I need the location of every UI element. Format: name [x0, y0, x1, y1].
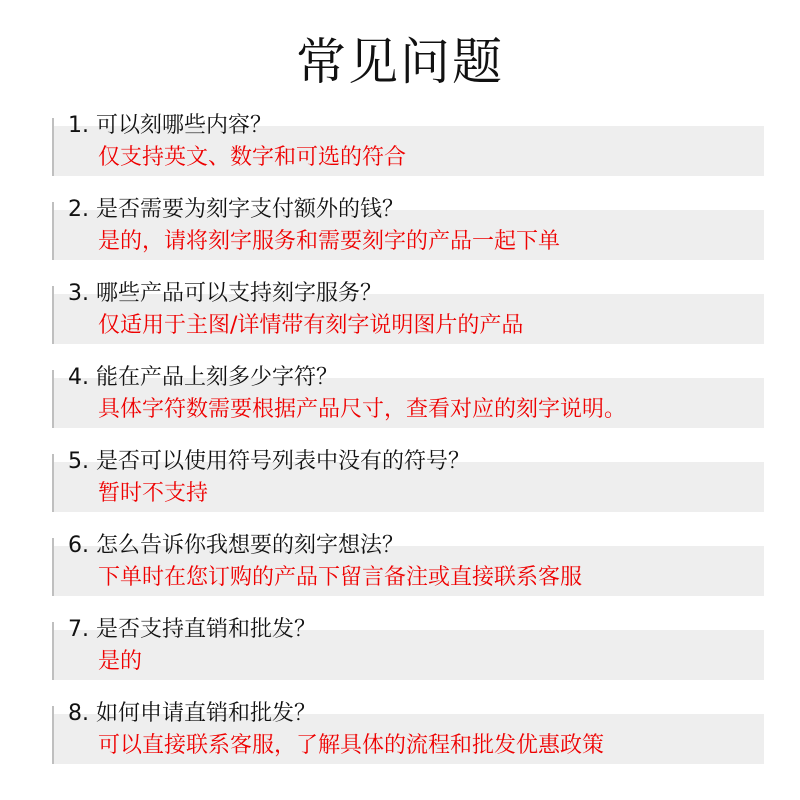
faq-divider-bar: [52, 370, 54, 428]
faq-answer: 是的: [98, 649, 143, 674]
faq-answer: 仅支持英文、数字和可选的符合: [98, 145, 407, 170]
faq-question: 2. 是否需要为刻字支付额外的钱？: [68, 197, 404, 222]
faq-divider-bar: [52, 538, 54, 596]
faq-item: [52, 196, 764, 260]
faq-answer: 是的，请将刻字服务和需要刻字的产品一起下单: [98, 229, 561, 254]
faq-item: [52, 280, 764, 344]
faq-question: 5. 是否可以使用符号列表中没有的符号？: [68, 449, 470, 474]
faq-answer: 仅适用于主图/详情带有刻字说明图片的产品: [98, 313, 524, 338]
faq-answer: 下单时在您订购的产品下留言备注或直接联系客服: [98, 565, 583, 590]
faq-item: [52, 448, 764, 512]
faq-divider-bar: [52, 118, 54, 176]
faq-item: [52, 532, 764, 596]
faq-item: [52, 700, 764, 764]
faq-item: [52, 364, 764, 428]
faq-question: 6. 怎么告诉你我想要的刻字想法？: [68, 533, 404, 558]
faq-divider-bar: [52, 286, 54, 344]
faq-answer: 可以直接联系客服，了解具体的流程和批发优惠政策: [98, 733, 605, 758]
faq-question: 7. 是否支持直销和批发？: [68, 617, 316, 642]
page-title: 常见问题: [296, 33, 504, 91]
faq-question: 3. 哪些产品可以支持刻字服务？: [68, 281, 382, 306]
faq-answer: 具体字符数需要根据产品尺寸，查看对应的刻字说明。: [98, 397, 627, 422]
faq-question: 8. 如何申请直销和批发？: [68, 701, 316, 726]
faq-divider-bar: [52, 706, 54, 764]
faq-question: 4. 能在产品上刻多少字符？: [68, 365, 338, 390]
faq-divider-bar: [52, 622, 54, 680]
faq-divider-bar: [52, 454, 54, 512]
faq-item: [52, 616, 764, 680]
faq-divider-bar: [52, 202, 54, 260]
faq-question: 1. 可以刻哪些内容？: [68, 113, 272, 138]
faq-answer: 暂时不支持: [98, 481, 209, 506]
faq-item: [52, 112, 764, 176]
